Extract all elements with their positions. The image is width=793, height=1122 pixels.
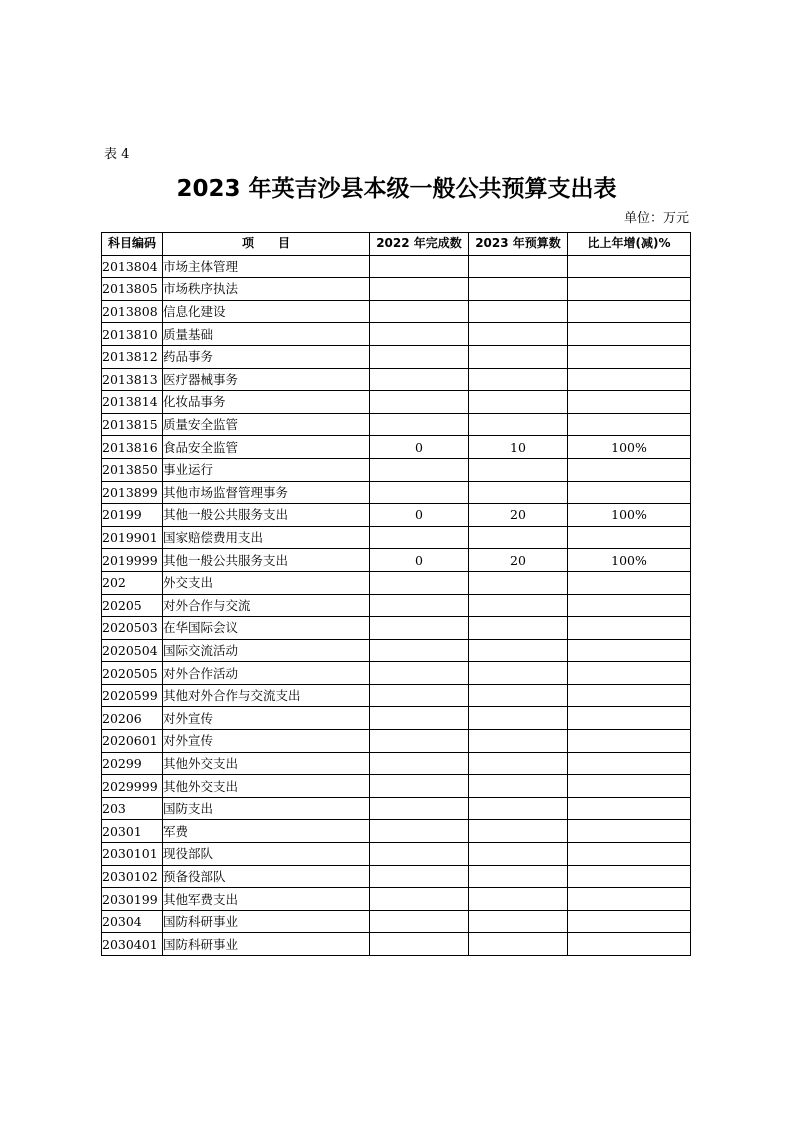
- table-row: [102, 730, 691, 753]
- header-code: 科目编码: [102, 233, 163, 256]
- table-row: [102, 436, 691, 459]
- cell-2023-budget: [469, 413, 568, 436]
- cell-code: 20299: [102, 752, 163, 775]
- table-number: 表 4: [104, 147, 130, 162]
- cell-item-name: 其他一般公共服务支出: [163, 504, 370, 527]
- cell-change-percent: [568, 662, 691, 685]
- cell-item-name: 现役部队: [163, 843, 370, 866]
- cell-change-percent: [568, 594, 691, 617]
- cell-change-percent: [568, 775, 691, 798]
- cell-change-percent: 100%: [568, 436, 691, 459]
- cell-2023-budget: [469, 594, 568, 617]
- cell-2022-completed: [370, 617, 469, 640]
- cell-code: 2013805: [102, 278, 163, 301]
- cell-change-percent: [568, 933, 691, 956]
- cell-code: 2013815: [102, 413, 163, 436]
- table-row: [102, 594, 691, 617]
- table-row: [102, 910, 691, 933]
- cell-code: 2013810: [102, 323, 163, 346]
- table-row: [102, 571, 691, 594]
- cell-item-name: 其他外交支出: [163, 752, 370, 775]
- cell-item-name: 国际交流活动: [163, 639, 370, 662]
- cell-code: 2030101: [102, 843, 163, 866]
- header-2023-budget: 2023 年预算数: [469, 233, 568, 256]
- table-row: [102, 413, 691, 436]
- cell-item-name: 事业运行: [163, 458, 370, 481]
- table-row: [102, 323, 691, 346]
- cell-item-name: 食品安全监管: [163, 436, 370, 459]
- cell-2022-completed: 0: [370, 504, 469, 527]
- cell-code: 20205: [102, 594, 163, 617]
- cell-2023-budget: [469, 707, 568, 730]
- cell-2022-completed: [370, 413, 469, 436]
- cell-2023-budget: [469, 368, 568, 391]
- table-body: [102, 255, 691, 955]
- cell-item-name: 其他外交支出: [163, 775, 370, 798]
- cell-2023-budget: [469, 888, 568, 911]
- cell-change-percent: [568, 843, 691, 866]
- cell-2022-completed: [370, 910, 469, 933]
- cell-change-percent: [568, 413, 691, 436]
- cell-code: 2030102: [102, 865, 163, 888]
- cell-2023-budget: [469, 843, 568, 866]
- cell-2023-budget: [469, 684, 568, 707]
- cell-item-name: 其他一般公共服务支出: [163, 549, 370, 572]
- cell-item-name: 质量基础: [163, 323, 370, 346]
- header-change-percent: 比上年增(减)%: [568, 233, 691, 256]
- cell-item-name: 信息化建设: [163, 300, 370, 323]
- table-header-row: [102, 233, 691, 256]
- cell-code: 2013850: [102, 458, 163, 481]
- cell-code: 2019901: [102, 526, 163, 549]
- cell-change-percent: [568, 639, 691, 662]
- cell-code: 2030401: [102, 933, 163, 956]
- table-row: [102, 458, 691, 481]
- cell-2022-completed: [370, 797, 469, 820]
- cell-item-name: 其他军费支出: [163, 888, 370, 911]
- cell-item-name: 外交支出: [163, 571, 370, 594]
- cell-2023-budget: 10: [469, 436, 568, 459]
- cell-2023-budget: [469, 300, 568, 323]
- cell-2023-budget: [469, 526, 568, 549]
- cell-item-name: 军费: [163, 820, 370, 843]
- cell-2023-budget: [469, 571, 568, 594]
- cell-change-percent: [568, 345, 691, 368]
- cell-2022-completed: [370, 888, 469, 911]
- cell-change-percent: [568, 752, 691, 775]
- cell-change-percent: [568, 910, 691, 933]
- cell-2023-budget: [469, 933, 568, 956]
- table-row: [102, 617, 691, 640]
- cell-change-percent: [568, 368, 691, 391]
- page-title: 2023 年英吉沙县本级一般公共预算支出表: [176, 176, 617, 202]
- budget-table: [101, 232, 691, 956]
- cell-change-percent: [568, 865, 691, 888]
- cell-2022-completed: 0: [370, 436, 469, 459]
- header-item: 项 目: [163, 233, 370, 256]
- cell-2022-completed: [370, 481, 469, 504]
- cell-2022-completed: [370, 684, 469, 707]
- cell-item-name: 其他对外合作与交流支出: [163, 684, 370, 707]
- cell-change-percent: [568, 707, 691, 730]
- cell-item-name: 对外宣传: [163, 730, 370, 753]
- cell-2023-budget: [469, 752, 568, 775]
- cell-change-percent: [568, 797, 691, 820]
- cell-change-percent: [568, 278, 691, 301]
- cell-2023-budget: [469, 617, 568, 640]
- cell-code: 2013816: [102, 436, 163, 459]
- cell-code: 2020503: [102, 617, 163, 640]
- cell-code: 2020601: [102, 730, 163, 753]
- table-row: [102, 933, 691, 956]
- cell-code: 2020504: [102, 639, 163, 662]
- cell-item-name: 国防科研事业: [163, 933, 370, 956]
- table-row: [102, 684, 691, 707]
- cell-2022-completed: [370, 594, 469, 617]
- table-row: [102, 526, 691, 549]
- cell-change-percent: [568, 571, 691, 594]
- cell-2022-completed: [370, 865, 469, 888]
- cell-code: 2030199: [102, 888, 163, 911]
- cell-item-name: 对外合作与交流: [163, 594, 370, 617]
- cell-code: 203: [102, 797, 163, 820]
- cell-2022-completed: [370, 662, 469, 685]
- cell-2023-budget: [469, 481, 568, 504]
- cell-2022-completed: [370, 255, 469, 278]
- cell-item-name: 其他市场监督管理事务: [163, 481, 370, 504]
- cell-2022-completed: [370, 933, 469, 956]
- cell-code: 2020505: [102, 662, 163, 685]
- cell-item-name: 国家赔偿费用支出: [163, 526, 370, 549]
- cell-2023-budget: [469, 820, 568, 843]
- table-row: [102, 345, 691, 368]
- table-row: [102, 481, 691, 504]
- cell-change-percent: [568, 481, 691, 504]
- cell-change-percent: 100%: [568, 549, 691, 572]
- cell-2023-budget: 20: [469, 549, 568, 572]
- cell-2022-completed: [370, 323, 469, 346]
- cell-change-percent: [568, 888, 691, 911]
- cell-code: 20206: [102, 707, 163, 730]
- table-row: [102, 662, 691, 685]
- table-row: [102, 391, 691, 414]
- cell-2023-budget: [469, 775, 568, 798]
- cell-item-name: 对外合作活动: [163, 662, 370, 685]
- table-row: [102, 752, 691, 775]
- header-2022-completed: 2022 年完成数: [370, 233, 469, 256]
- cell-2023-budget: [469, 255, 568, 278]
- table-row: [102, 820, 691, 843]
- cell-2022-completed: [370, 639, 469, 662]
- cell-2023-budget: [469, 639, 568, 662]
- cell-code: 20199: [102, 504, 163, 527]
- cell-item-name: 市场主体管理: [163, 255, 370, 278]
- cell-2023-budget: [469, 730, 568, 753]
- cell-2022-completed: [370, 707, 469, 730]
- cell-item-name: 质量安全监管: [163, 413, 370, 436]
- cell-change-percent: [568, 684, 691, 707]
- cell-2023-budget: [469, 345, 568, 368]
- cell-item-name: 国防科研事业: [163, 910, 370, 933]
- cell-code: 20304: [102, 910, 163, 933]
- cell-code: 2013813: [102, 368, 163, 391]
- cell-code: 2019999: [102, 549, 163, 572]
- cell-item-name: 国防支出: [163, 797, 370, 820]
- table-row: [102, 255, 691, 278]
- cell-item-name: 化妆品事务: [163, 391, 370, 414]
- cell-2023-budget: [469, 391, 568, 414]
- cell-2022-completed: [370, 278, 469, 301]
- cell-code: 2013899: [102, 481, 163, 504]
- cell-item-name: 医疗器械事务: [163, 368, 370, 391]
- cell-change-percent: [568, 458, 691, 481]
- table-row: [102, 865, 691, 888]
- cell-item-name: 药品事务: [163, 345, 370, 368]
- cell-2022-completed: [370, 458, 469, 481]
- cell-2023-budget: [469, 865, 568, 888]
- cell-item-name: 预备役部队: [163, 865, 370, 888]
- cell-2023-budget: [469, 278, 568, 301]
- cell-code: 2020599: [102, 684, 163, 707]
- cell-code: 2013812: [102, 345, 163, 368]
- cell-2023-budget: [469, 458, 568, 481]
- table-row: [102, 549, 691, 572]
- cell-code: 2029999: [102, 775, 163, 798]
- table-row: [102, 797, 691, 820]
- cell-code: 2013808: [102, 300, 163, 323]
- cell-change-percent: [568, 391, 691, 414]
- table-row: [102, 888, 691, 911]
- table-row: [102, 278, 691, 301]
- cell-2023-budget: 20: [469, 504, 568, 527]
- cell-change-percent: [568, 730, 691, 753]
- cell-2023-budget: [469, 797, 568, 820]
- cell-change-percent: [568, 255, 691, 278]
- cell-2022-completed: [370, 571, 469, 594]
- cell-2022-completed: [370, 843, 469, 866]
- cell-2022-completed: [370, 300, 469, 323]
- cell-2022-completed: [370, 775, 469, 798]
- unit-label: 单位：万元: [623, 211, 689, 226]
- cell-change-percent: [568, 300, 691, 323]
- table-row: [102, 504, 691, 527]
- cell-item-name: 在华国际会议: [163, 617, 370, 640]
- table-row: [102, 639, 691, 662]
- cell-change-percent: [568, 526, 691, 549]
- cell-item-name: 市场秩序执法: [163, 278, 370, 301]
- cell-2022-completed: [370, 526, 469, 549]
- cell-code: 20301: [102, 820, 163, 843]
- cell-item-name: 对外宣传: [163, 707, 370, 730]
- table-row: [102, 843, 691, 866]
- cell-2022-completed: [370, 752, 469, 775]
- cell-code: 202: [102, 571, 163, 594]
- cell-2022-completed: 0: [370, 549, 469, 572]
- cell-2022-completed: [370, 345, 469, 368]
- cell-code: 2013804: [102, 255, 163, 278]
- cell-code: 2013814: [102, 391, 163, 414]
- cell-change-percent: 100%: [568, 504, 691, 527]
- cell-2022-completed: [370, 820, 469, 843]
- cell-2022-completed: [370, 730, 469, 753]
- table-row: [102, 707, 691, 730]
- cell-change-percent: [568, 323, 691, 346]
- table-row: [102, 300, 691, 323]
- table-row: [102, 368, 691, 391]
- cell-2023-budget: [469, 323, 568, 346]
- cell-2022-completed: [370, 368, 469, 391]
- cell-2022-completed: [370, 391, 469, 414]
- table-row: [102, 775, 691, 798]
- cell-2023-budget: [469, 662, 568, 685]
- cell-2023-budget: [469, 910, 568, 933]
- cell-change-percent: [568, 617, 691, 640]
- cell-change-percent: [568, 820, 691, 843]
